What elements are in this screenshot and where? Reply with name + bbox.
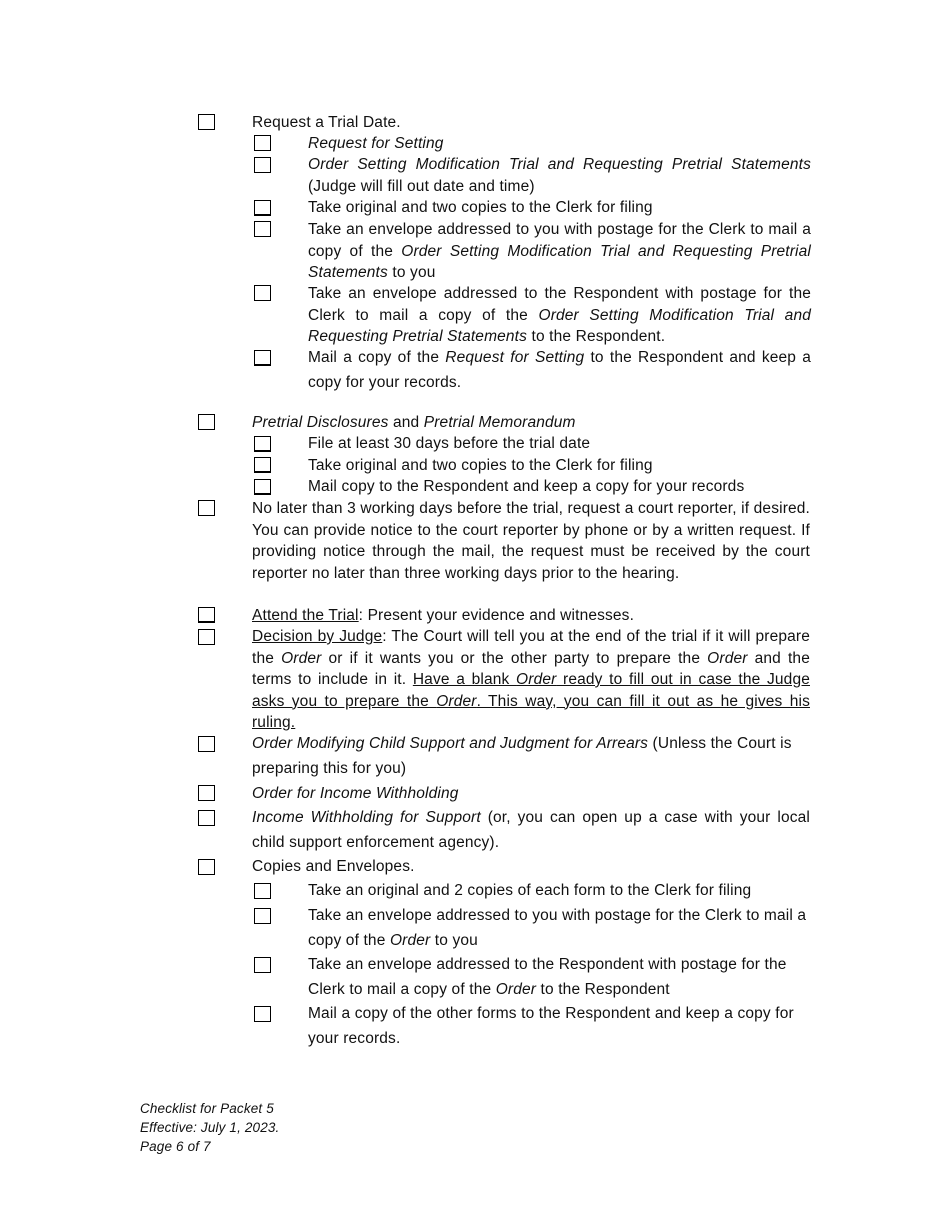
pretrial-label: Pretrial Disclosures and Pretrial Memorandum <box>252 414 576 431</box>
decision-item: Decision by Judge: The Court will tell you at the end of the trial if it will prepare the Order or if it wants you or the other party to prepare the Order and the terms to include in it. Have a blank Order ready to fill out in case the Judge asks you to prepare the Order. This way, you can fill it out as he gives his ruling. <box>252 628 810 731</box>
copies-envelope-you-item: Take an envelope addressed to you with postage for the Clerk to mail a copy of the Order to you <box>308 907 807 949</box>
checkbox-trial-date[interactable] <box>198 114 215 130</box>
checkbox-court-reporter[interactable] <box>198 500 215 516</box>
checkbox-income-withholding-order[interactable] <box>198 785 215 801</box>
checkbox-order-modifying[interactable] <box>198 736 215 752</box>
checkbox-pretrial-copies[interactable] <box>254 457 271 473</box>
copies-mail-item: Mail a copy of the other forms to the Respondent and keep a copy for your records. <box>308 1005 794 1047</box>
order-modifying-item: Order Modifying Child Support and Judgment for Arrears (Unless the Court is preparing this for you) <box>252 735 792 777</box>
trial-date-label: Request a Trial Date. <box>252 114 401 131</box>
copies-original-item: Take an original and 2 copies of each form to the Clerk for filing <box>308 882 752 899</box>
order-setting-item: Order Setting Modification Trial and Requesting Pretrial Statements (Judge will fill out date and time) <box>308 156 811 195</box>
file-copies-item: Take original and two copies to the Clerk for filing <box>308 199 653 216</box>
footer-title: Checklist for Packet 5 <box>140 1101 274 1116</box>
attend-trial-item: Attend the Trial: Present your evidence and witnesses. <box>252 607 635 624</box>
checkbox-copies-mail[interactable] <box>254 1006 271 1022</box>
pretrial-copies-item: Take original and two copies to the Clerk for filing <box>308 457 653 474</box>
footer-page-number: Page 6 of 7 <box>140 1139 211 1154</box>
checkbox-attend-trial[interactable] <box>198 607 215 623</box>
copies-label: Copies and Envelopes. <box>252 858 415 875</box>
envelope-you-item: Take an envelope addressed to you with postage for the Clerk to mail a copy of the Order Setting Modification Trial and Requesting Pretrial Statements to you <box>308 221 811 281</box>
request-for-setting-item: Request for Setting <box>308 135 444 152</box>
copies-envelope-respondent-item: Take an envelope addressed to the Respondent with postage for the Clerk to mail a copy of the Order to the Respondent <box>308 956 787 998</box>
checkbox-pretrial-file[interactable] <box>254 436 271 452</box>
checkbox-file-copies[interactable] <box>254 200 271 216</box>
checkbox-decision[interactable] <box>198 629 215 645</box>
checkbox-copies-envelope-you[interactable] <box>254 908 271 924</box>
envelope-respondent-item: Take an envelope addressed to the Respondent with postage for the Clerk to mail a copy of the Order Setting Modification Trial and Requesting Pretrial Statements to the Respondent. <box>308 285 811 345</box>
checkbox-envelope-you[interactable] <box>254 221 271 237</box>
court-reporter-item: No later than 3 working days before the trial, request a court reporter, if desired. You can provide notice to the court reporter by phone or by a written request. If providing notice through the mail, the request must be received by the court reporter no later than three working days prior to the hearing. <box>252 500 810 582</box>
footer-effective-date: Effective: July 1, 2023. <box>140 1120 280 1135</box>
income-withholding-support-item: Income Withholding for Support (or, you can open up a case with your local child support enforcement agency). <box>252 809 811 851</box>
checkbox-mail-request[interactable] <box>254 350 271 366</box>
checkbox-copies[interactable] <box>198 859 215 875</box>
checkbox-pretrial-mail[interactable] <box>254 479 271 495</box>
pretrial-mail-item: Mail copy to the Respondent and keep a copy for your records <box>308 478 745 495</box>
checkbox-copies-original[interactable] <box>254 883 271 899</box>
checkbox-income-withholding-support[interactable] <box>198 810 215 826</box>
pretrial-file-item: File at least 30 days before the trial date <box>308 435 591 452</box>
checkbox-envelope-respondent[interactable] <box>254 285 271 301</box>
checkbox-pretrial[interactable] <box>198 414 215 430</box>
checkbox-copies-envelope-respondent[interactable] <box>254 957 271 973</box>
checkbox-order-setting[interactable] <box>254 157 271 173</box>
checkbox-request-setting[interactable] <box>254 135 271 151</box>
mail-request-item: Mail a copy of the Request for Setting to the Respondent and keep a copy for your records. <box>308 349 811 391</box>
income-withholding-order-item: Order for Income Withholding <box>252 785 459 802</box>
page-footer <box>140 1099 279 1156</box>
